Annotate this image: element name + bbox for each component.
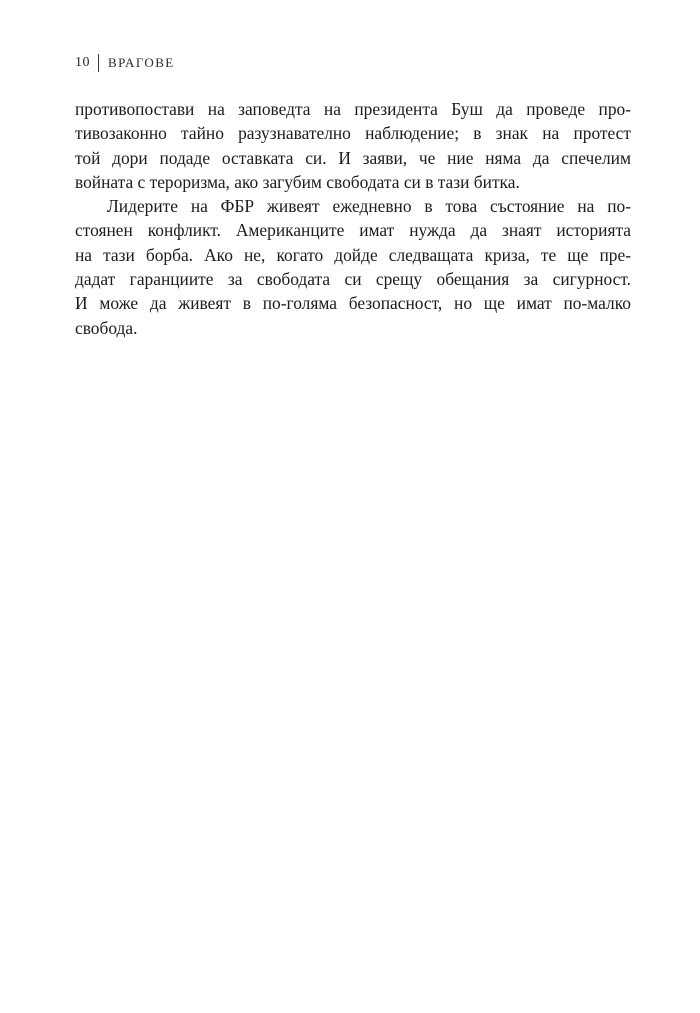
- text-line: дадат гаранциите за свободата си срещу обещания за сигурност.: [75, 269, 631, 290]
- text-line: той дори подаде оставката си. И заяви, че ние няма да спечелим: [75, 147, 631, 168]
- text-line: И може да живеят в по-голяма безопасност, но ще имат по-малко: [75, 293, 631, 314]
- text-line: свобода.: [75, 317, 138, 338]
- body-text: [75, 97, 631, 340]
- page-number: 10: [75, 55, 90, 70]
- text-line: тивозаконно тайно разузнавателно наблюдение; в знак на протест: [75, 123, 631, 144]
- text-line: противопостави на заповедта на президента Буш да проведе про-: [75, 99, 631, 119]
- paragraph-2: [75, 194, 631, 340]
- text-line: на тази борба. Ако не, когато дойде следващата криза, те ще пре-: [75, 244, 631, 265]
- text-line: стоянен конфликт. Американците имат нужда да знаят историята: [75, 220, 631, 241]
- running-head: [75, 52, 175, 74]
- paragraph-1: [75, 97, 631, 194]
- text-line: войната с тероризма, ако загубим свободата си в тази битка.: [75, 171, 520, 192]
- text-line: Лидерите на ФБР живеят ежедневно в това състояние на по-: [107, 196, 631, 217]
- header-divider: [98, 54, 99, 72]
- book-title: ВРАГОВЕ: [108, 55, 175, 70]
